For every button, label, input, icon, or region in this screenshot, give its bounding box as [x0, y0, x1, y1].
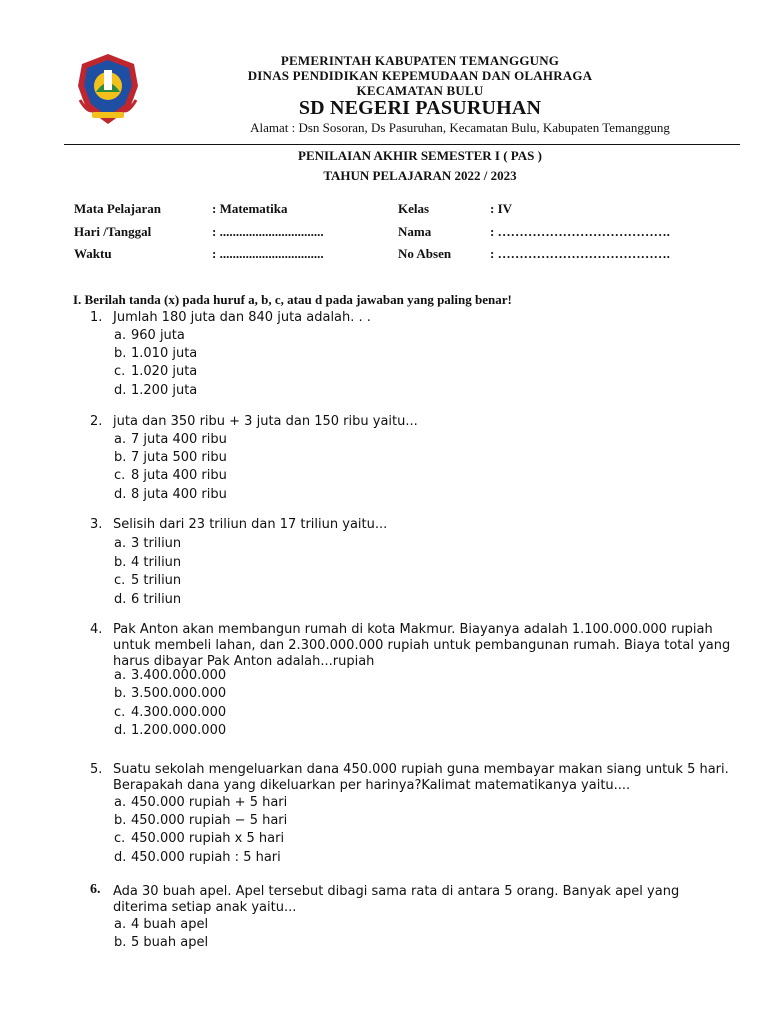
option-text: 3.500.000.000	[131, 686, 227, 701]
option-text: 6 triliun	[131, 592, 182, 607]
option-text: 450.000 rupiah x 5 hari	[131, 831, 285, 846]
question-number: 1.	[90, 310, 103, 325]
school-address: Alamat : Dsn Sosoran, Ds Pasuruhan, Kecamatan Bulu, Kabupaten Temanggung	[250, 120, 670, 135]
class-value: : IV	[490, 201, 513, 216]
option-letter: c.	[114, 364, 126, 379]
class-label: Kelas	[398, 201, 430, 216]
header-district: KECAMATAN BULU	[356, 83, 484, 98]
question-text: Selisih dari 23 triliun dan 17 triliun yaitu...	[113, 517, 388, 532]
option-text: 1.200 juta	[131, 383, 198, 398]
option-letter: a.	[114, 328, 127, 343]
option-text: 450.000 rupiah − 5 hari	[131, 813, 288, 828]
option-text: 1.010 juta	[131, 346, 198, 361]
question-number: 4.	[90, 622, 103, 637]
option-text: 7 juta 500 ribu	[131, 450, 227, 465]
kabupaten-emblem-logo	[74, 52, 142, 128]
time-value: : ................................	[212, 246, 324, 261]
option-letter: b.	[114, 686, 127, 701]
question-text: Suatu sekolah mengeluarkan dana 450.000 rupiah guna membayar makan siang untuk 5 hari. Berapakah dana yang dikeluarkan per harinya?Kalimat matematikanya yaitu....	[113, 762, 729, 793]
absen-label: No Absen	[398, 246, 452, 261]
school-name: SD NEGERI PASURUHAN	[298, 97, 542, 119]
option-text: 8 juta 400 ribu	[131, 487, 227, 502]
option-letter: d.	[114, 592, 127, 607]
option-letter: c.	[114, 831, 126, 846]
option-text: 8 juta 400 ribu	[131, 468, 227, 483]
option-text: 5 triliun	[131, 573, 182, 588]
question-text: Pak Anton akan membangun rumah di kota Makmur. Biayanya adalah 1.100.000.000 rupiah untuk membeli lahan, dan 2.300.000.000 rupiah untuk pembangunan rumah. Biaya total yang harus dibayar Pak Anton adalah...rupiah	[113, 622, 731, 669]
option-letter: b.	[114, 555, 127, 570]
option-text: 3 triliun	[131, 536, 182, 551]
subject-label: Mata Pelajaran	[74, 201, 162, 216]
option-text: 1.020 juta	[131, 364, 198, 379]
option-text: 4.300.000.000	[131, 705, 227, 720]
option-letter: a.	[114, 795, 127, 810]
option-text: 960 juta	[131, 328, 185, 343]
option-letter: a.	[114, 668, 127, 683]
question-number: 6.	[90, 882, 101, 897]
question-number: 5.	[90, 762, 103, 777]
option-text: 450.000 rupiah + 5 hari	[131, 795, 288, 810]
option-text: 5 buah apel	[131, 935, 209, 950]
question-text: Ada 30 buah apel. Apel tersebut dibagi sama rata di antara 5 orang. Banyak apel yang diterima setiap anak yaitu...	[113, 884, 680, 915]
option-letter: d.	[114, 850, 127, 865]
subject-value: : Matematika	[212, 201, 288, 216]
option-letter: b.	[114, 813, 127, 828]
option-letter: a.	[114, 917, 127, 932]
name-value: : ………………………………….	[490, 224, 670, 239]
name-label: Nama	[398, 224, 432, 239]
option-letter: b.	[114, 450, 127, 465]
header-department: DINAS PENDIDIKAN KEPEMUDAAN DAN OLAHRAGA	[247, 68, 593, 83]
date-label: Hari /Tanggal	[74, 224, 152, 239]
option-text: 4 buah apel	[131, 917, 209, 932]
option-letter: d.	[114, 487, 127, 502]
header-divider	[64, 144, 740, 145]
option-letter: b.	[114, 935, 127, 950]
option-letter: b.	[114, 346, 127, 361]
header-government: PEMERINTAH KABUPATEN TEMANGGUNG	[280, 53, 560, 68]
option-text: 4 triliun	[131, 555, 182, 570]
question-text: Jumlah 180 juta dan 840 juta adalah. . .	[113, 310, 371, 325]
option-text: 450.000 rupiah : 5 hari	[131, 850, 281, 865]
exam-title: PENILAIAN AKHIR SEMESTER I ( PAS )	[298, 148, 542, 163]
question-number: 2.	[90, 414, 103, 429]
question-text: juta dan 350 ribu + 3 juta dan 150 ribu yaitu...	[113, 414, 418, 429]
option-letter: a.	[114, 432, 127, 447]
option-letter: d.	[114, 723, 127, 738]
option-text: 3.400.000.000	[131, 668, 227, 683]
option-letter: c.	[114, 468, 126, 483]
option-letter: d.	[114, 383, 127, 398]
absen-value: : ………………………………….	[490, 246, 670, 261]
section-instruction: I. Berilah tanda (x) pada huruf a, b, c, atau d pada jawaban yang paling benar!	[73, 292, 512, 307]
date-value: : ................................	[212, 224, 324, 239]
option-letter: c.	[114, 705, 126, 720]
option-letter: a.	[114, 536, 127, 551]
option-text: 7 juta 400 ribu	[131, 432, 227, 447]
option-letter: c.	[114, 573, 126, 588]
option-text: 1.200.000.000	[131, 723, 227, 738]
exam-year: TAHUN PELAJARAN 2022 / 2023	[323, 168, 517, 183]
question-number: 3.	[90, 517, 103, 532]
time-label: Waktu	[74, 246, 112, 261]
